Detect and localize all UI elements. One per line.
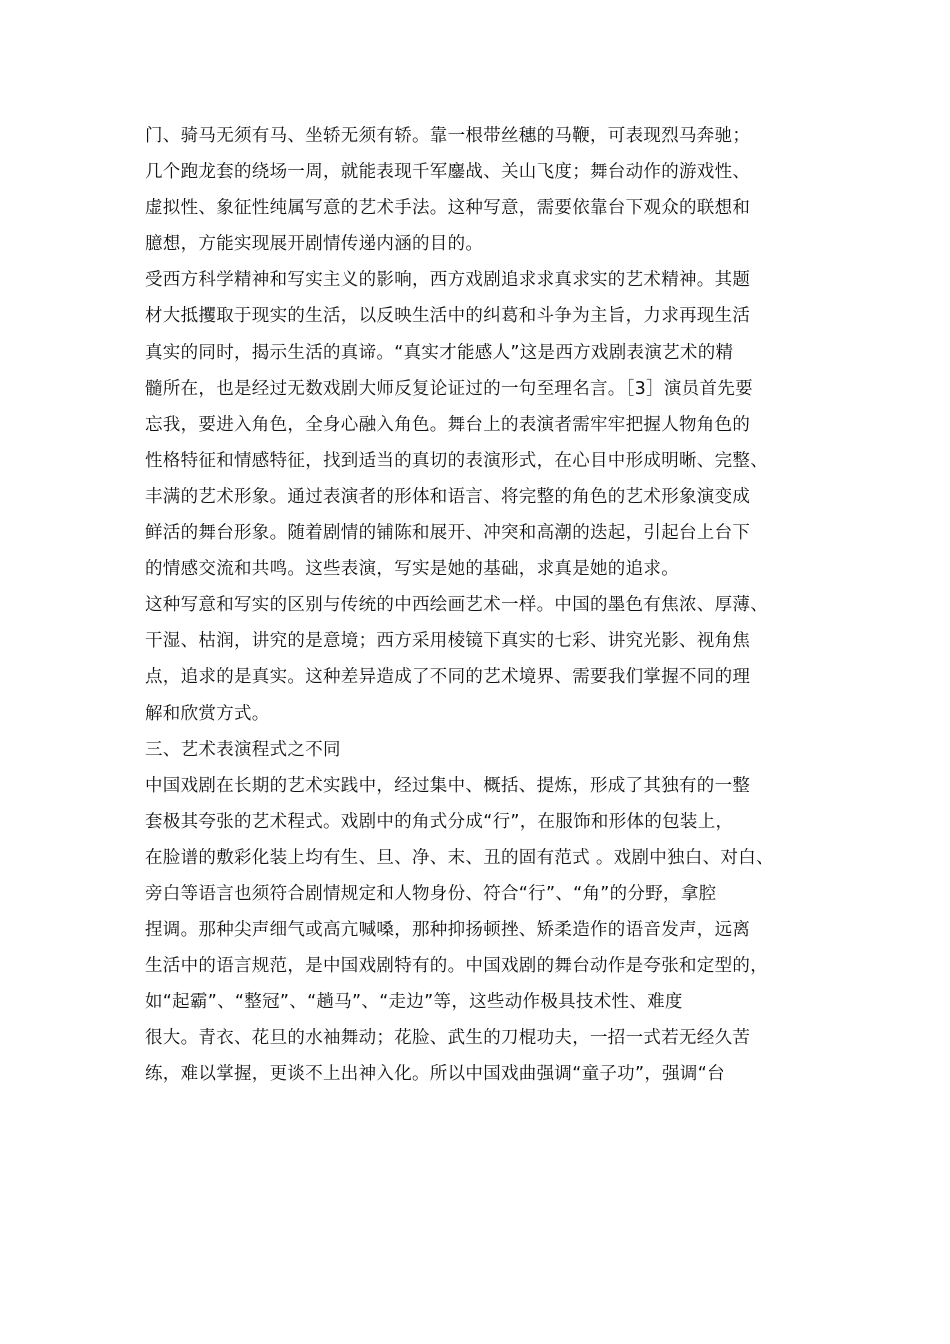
text-line: 很大。青衣、花旦的水袖舞动；花脸、武生的刀棍功夫，一招一式若无经久苦 bbox=[145, 1028, 751, 1049]
text-line: 受西方科学精神和写实主义的影响，西方戏剧追求求真求实的艺术精神。其题 bbox=[145, 270, 751, 291]
text-line: 干湿、枯润，讲究的是意境；西方采用棱镜下真实的七彩、讲究光影、视角焦 bbox=[145, 631, 751, 652]
text-line: 在脸谱的敷彩化装上均有生、旦、净、末、丑的固有范式 。戏剧中独白、对白、 bbox=[145, 847, 774, 868]
text-line: 性格特征和情感特征，找到适当的真切的表演形式，在心目中形成明晰、完整、 bbox=[145, 450, 768, 471]
text-line: 忘我，要进入角色，全身心融入角色。舞台上的表演者需牢牢把握人物角色的 bbox=[145, 414, 751, 435]
text-line: 这种写意和写实的区别与传统的中西绘画艺术一样。中国的墨色有焦浓、厚薄、 bbox=[145, 595, 768, 616]
text-line: 材大抵攫取于现实的生活，以反映生活中的纠葛和斗争为主旨，力求再现生活 bbox=[145, 306, 751, 327]
text-line: 旁白等语言也须符合剧情规定和人物身份、符合“行”、“角”的分野，拿腔 bbox=[145, 883, 717, 904]
text-line: 真实的同时，揭示生活的真谛。“真实才能感人”这是西方戏剧表演艺术的精 bbox=[145, 342, 734, 363]
body-text bbox=[145, 118, 835, 1093]
text-line: 丰满的艺术形象。通过表演者的形体和语言、将完整的角色的艺术形象演变成 bbox=[145, 486, 751, 507]
text-line: 生活中的语言规范，是中国戏剧特有的。中国戏剧的舞台动作是夸张和定型的， bbox=[145, 956, 768, 977]
text-line: 臆想，方能实现展开剧情传递内涵的目的。 bbox=[145, 234, 484, 255]
text-line: 鲜活的舞台形象。随着剧情的铺陈和展开、冲突和高潮的迭起，引起台上台下 bbox=[145, 523, 751, 544]
text-line: 门、骑马无须有马、坐轿无须有轿。靠一根带丝穗的马鞭，可表现烈马奔驰； bbox=[145, 126, 751, 146]
text-line: 解和欣赏方式。 bbox=[145, 703, 270, 724]
section-heading: 三、艺术表演程式之不同 bbox=[145, 739, 341, 760]
text-line: 套极其夸张的艺术程式。戏剧中的角式分成“行”，在服饰和形体的包装上， bbox=[145, 811, 734, 832]
text-line: 虚拟性、象征性纯属写意的艺术手法。这种写意，需要依靠台下观众的联想和 bbox=[145, 198, 751, 219]
text-line: 如“起霸”、“整冠”、“趟马”、“走边”等，这些动作极具技术性、难度 bbox=[145, 992, 683, 1013]
text-line: 几个跑龙套的绕场一周，就能表现千军鏖战、关山飞度；舞台动作的游戏性、 bbox=[145, 162, 751, 183]
text-line: 髓所在，也是经过无数戏剧大师反复论证过的一句至理名言。［3］演员首先要 bbox=[145, 378, 753, 399]
text-line: 的情感交流和共鸣。这些表演，写实是她的基础，求真是她的追求。 bbox=[145, 559, 679, 580]
text-line: 练，难以掌握，更谈不上出神入化。所以中国戏曲强调“童子功”，强调“台 bbox=[145, 1064, 725, 1085]
text-line: 点，追求的是真实。这种差异造成了不同的艺术境界、需要我们掌握不同的理 bbox=[145, 667, 751, 688]
text-line: 中国戏剧在长期的艺术实践中，经过集中、概括、提炼，形成了其独有的一整 bbox=[145, 775, 751, 796]
text-line: 捏调。那种尖声细气或高亢喊嗓，那种抑扬顿挫、矫柔造作的语音发声，远离 bbox=[145, 920, 751, 941]
